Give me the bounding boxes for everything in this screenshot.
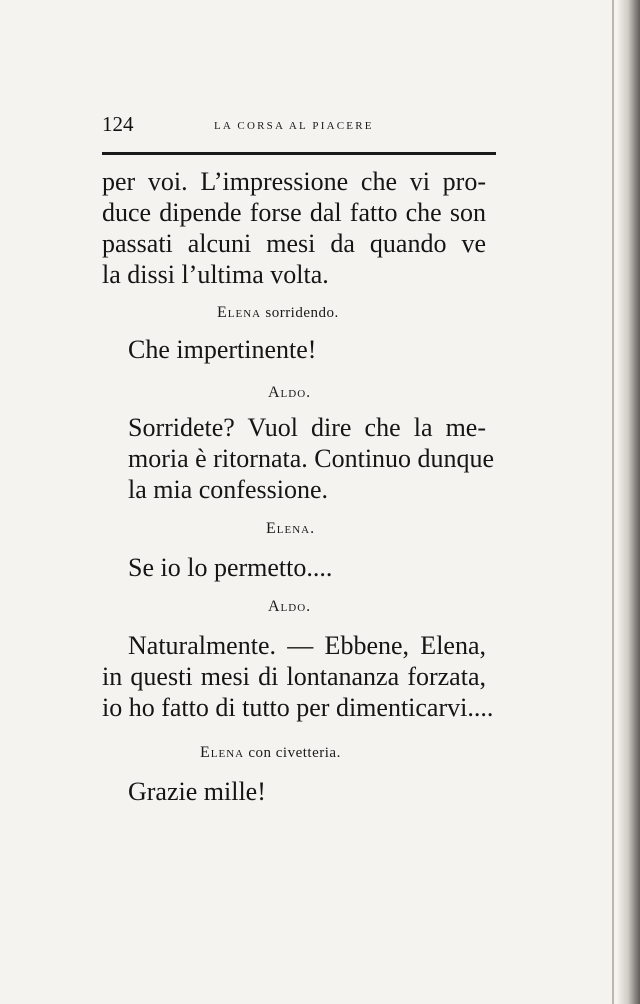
- text-line: passati alcuni mesi da quando ve: [102, 229, 486, 258]
- text-line: moria è ritornata. Continuo dunque: [128, 444, 495, 473]
- speaker-heading: [268, 384, 311, 402]
- text-line: Naturalmente. — Ebbene, Elena,: [128, 631, 486, 660]
- speaker-name: Aldo.: [268, 384, 312, 401]
- speaker-name: Elena: [200, 744, 245, 761]
- stage-direction: sorridendo.: [265, 305, 339, 321]
- page-header: [102, 112, 496, 142]
- speech-block: [102, 412, 495, 505]
- running-title: LA CORSA AL PIACERE: [214, 120, 374, 132]
- page-number: 124: [102, 112, 134, 136]
- speaker-heading: [217, 304, 339, 322]
- text-line: la dissi l’ultima volta.: [102, 260, 329, 289]
- page-edge-shadow: [618, 0, 640, 1004]
- speaker-name: Elena.: [266, 520, 316, 537]
- stage-direction: con civetteria.: [248, 745, 341, 761]
- body-paragraph: [102, 166, 486, 290]
- speaker-name: Aldo.: [268, 598, 312, 615]
- header-rule: [102, 152, 496, 155]
- speaker-heading: [200, 744, 341, 762]
- text-line: per voi. L’impressione che vi pro-: [102, 167, 486, 196]
- text-line: io ho fatto di tutto per dimenticarvi....: [102, 693, 494, 722]
- text-line: la mia confessione.: [128, 475, 328, 504]
- speech-line: Se io lo permetto....: [128, 553, 333, 582]
- page-edge-line: [612, 0, 614, 1004]
- text-line: in questi mesi di lontananza forzata,: [102, 662, 486, 691]
- speaker-name: Elena: [217, 304, 262, 321]
- text-line: duce dipende forse dal fatto che son: [102, 198, 486, 227]
- text-line: Sorridete? Vuol dire che la me-: [128, 413, 486, 442]
- speech-line: Che impertinente!: [128, 335, 317, 364]
- speaker-heading: [266, 520, 315, 538]
- speech-block: [102, 630, 494, 723]
- speaker-heading: [268, 598, 311, 616]
- speech-line: Grazie mille!: [128, 777, 266, 806]
